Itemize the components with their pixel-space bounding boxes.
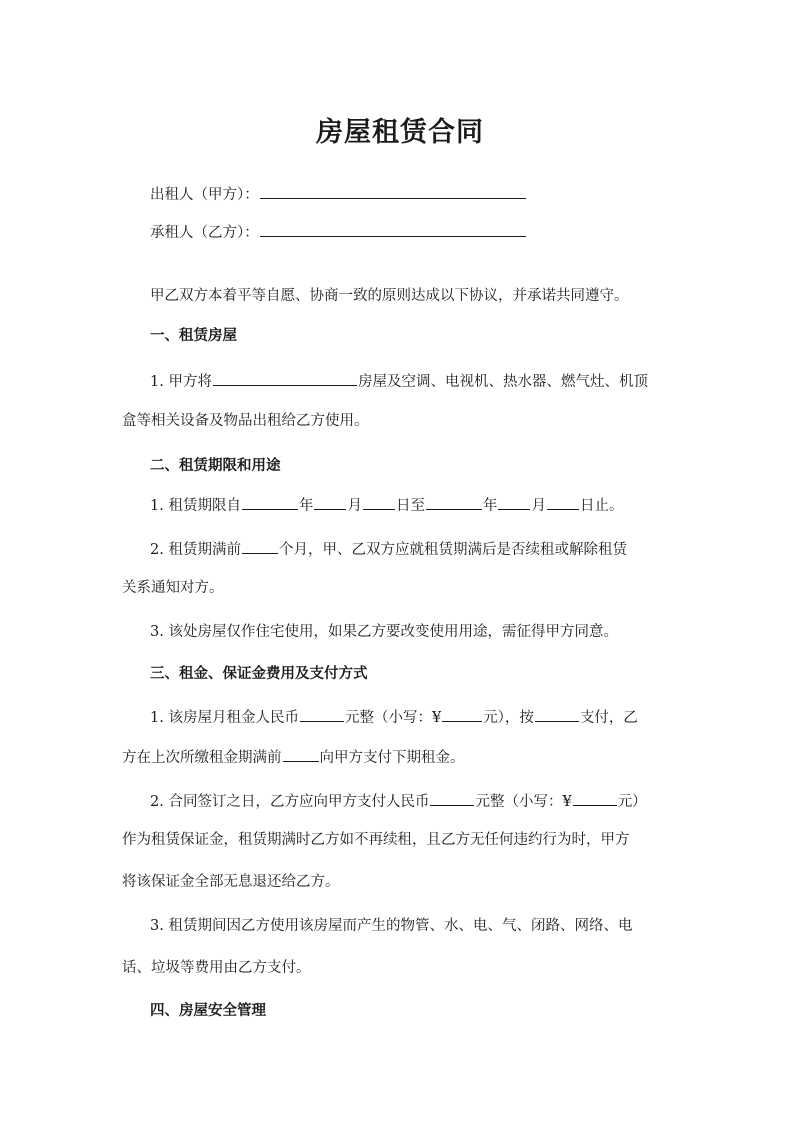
clause-text: 月 [531,498,546,514]
clause-text: 年 [482,498,498,514]
clause-2-2-line-2: 关系通知对方。 [122,580,224,596]
property-address-blank[interactable] [213,370,357,386]
clause-text: 向甲方支付下期租金。 [319,750,465,766]
clause-text: 2. 租赁期满前 [150,542,241,558]
clause-text: 房屋及空调、电视机、热水器、燃气灶、机顶 [357,374,648,390]
payment-period-blank[interactable] [535,706,579,722]
lessee-label: 承租人（乙方）： [150,225,259,241]
clause-text: 月 [347,498,362,514]
clause-2-1 [150,494,623,516]
lessee-line [150,221,527,243]
clause-text: 元整（小写：¥ [344,710,442,726]
lessee-blank[interactable] [260,221,526,237]
clause-1-1-line-2: 盒等相关设备及物品出租给乙方使用。 [122,413,369,429]
clause-text: 1. 甲方将 [150,374,212,390]
start-day-blank[interactable] [363,494,395,510]
monthly-rent-figure-blank[interactable] [442,706,482,722]
clause-text: 支付，乙 [579,710,638,726]
deposit-blank[interactable] [430,790,474,806]
lessor-line [150,183,527,205]
clause-text: 个月，甲、乙双方应就租赁期满后是否续租或解除租赁 [278,542,627,558]
clause-3-2-line-1 [150,790,647,812]
clause-text: 1. 该房屋月租金人民币 [150,710,299,726]
end-day-blank[interactable] [547,494,579,510]
clause-3-1-line-2 [122,746,465,768]
end-year-blank[interactable] [426,494,482,510]
section-heading-3: 三、租金、保证金费用及支付方式 [150,665,368,682]
start-year-blank[interactable] [242,494,298,510]
clause-3-1-line-1 [150,706,638,728]
clause-3-3-line-1: 3. 租赁期间因乙方使用该房屋而产生的物管、水、电、气、闭路、网络、电 [150,918,633,934]
clause-3-2-line-3: 将该保证金全部无息退还给乙方。 [122,874,340,890]
section-heading-4: 四、房屋安全管理 [150,1002,266,1019]
clause-2-3: 3. 该处房屋仅作住宅使用，如果乙方要改变使用用途，需征得甲方同意。 [150,624,618,640]
lessor-blank[interactable] [260,183,526,199]
monthly-rent-blank[interactable] [300,706,344,722]
clause-text: 年 [298,498,314,514]
clause-3-2-line-2: 作为租赁保证金，租赁期满时乙方如不再续租，且乙方无任何违约行为时，甲方 [122,832,630,848]
clause-text: 元） [617,794,647,810]
payment-advance-blank[interactable] [283,746,319,762]
start-month-blank[interactable] [314,494,346,510]
notice-months-blank[interactable] [242,538,278,554]
clause-text: 日止。 [579,498,624,514]
section-heading-2: 二、租赁期限和用途 [150,457,281,474]
clause-text: 方在上次所缴租金期满前 [122,750,282,766]
clause-1-1-line-1 [150,370,648,392]
clause-text: 元），按 [483,710,534,726]
clause-3-3-line-2: 话、垃圾等费用由乙方支付。 [122,960,311,976]
document-title: 房屋租赁合同 [316,117,484,148]
clause-text: 1. 租赁期限自 [150,498,241,514]
deposit-figure-blank[interactable] [573,790,617,806]
clause-text: 日至 [395,498,425,514]
clause-text: 2. 合同签订之日，乙方应向甲方支付人民币 [150,794,430,810]
intro-paragraph: 甲乙双方本着平等自愿、协商一致的原则达成以下协议，并承诺共同遵守。 [150,288,629,304]
section-heading-1: 一、租赁房屋 [150,327,237,344]
clause-2-2-line-1 [150,538,627,560]
clause-text: 元整（小写：¥ [475,794,572,810]
lessor-label: 出租人（甲方）： [150,187,259,203]
end-month-blank[interactable] [498,494,530,510]
